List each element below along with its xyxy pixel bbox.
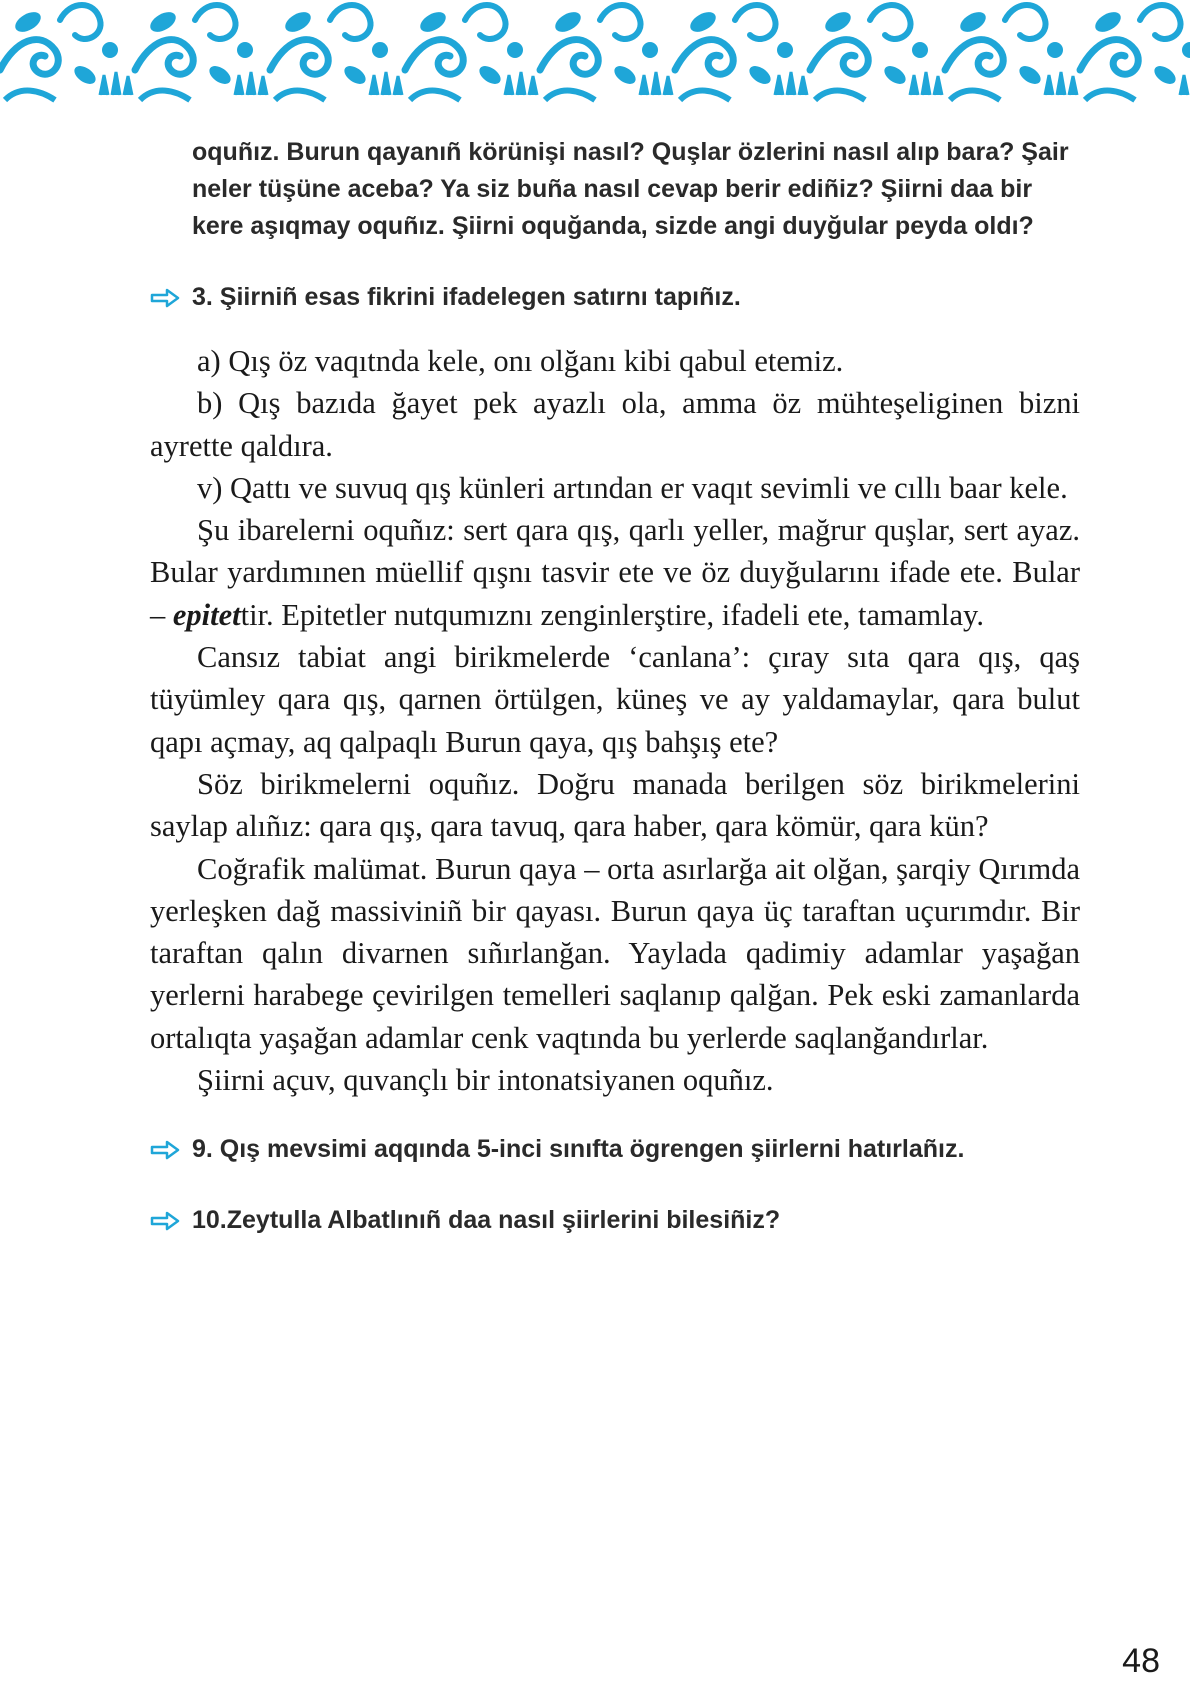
paragraph-word-combinations: Söz birikmelerni oquñız. Doğru manada berilgen söz birikmelerini saylap alıñız: qara qış, qara tavuq, qara haber, qara kömür, qara kün? [150,766,1080,844]
task-10 [150,1202,1080,1239]
paragraph-geography: Coğrafik malümat. Burun qaya – orta asırlarğa ait olğan, şarqiy Qırımda yerleşken dağ massiviniñ bir qayası. Burun qaya üç taraftan uçurımdır. Bir taraftan qalın divarnen sıñırlanğan. Yaylada qadimiy adamlar yaşağan yerlerni harabege çevirilgen temelleri saqlanıp qalğan. Pek eski zamanlarda ortalıqta yaşağan adamlar cenk vaqtında bu yerlerde saqlanğandırlar. [150,851,1080,1055]
page-content [150,134,1080,1239]
task-3 [150,279,1080,316]
task-10-text: 10.Zeytulla Albatlınıñ daa nasıl şiirlerini bilesiñiz? [192,1206,781,1235]
paragraph-reading: Şiirni açuv, quvançlı bir intonatsiyanen oquñız. [197,1063,774,1098]
main-body-text [150,340,1080,1101]
intro-task-continuation: oquñız. Burun qayanıñ körünişi nasıl? Quşlar özlerini nasıl alıp bara? Şair neler tüşüne aceba? Ya siz buña nasıl cevap berir ediñiz? Şiirni daa bir kere aşıqmay oquñız. Şiirni oquğanda, sizde angi duyğular peyda oldı? [192,138,1069,240]
page-number: 48 [1122,1642,1160,1680]
arrow-right-icon [150,1140,180,1160]
arrow-right-icon [150,1211,180,1231]
paragraph-personification: Cansız tabiat angi birikmelerde ‘canlana’: çıray sıta qara qış, qaş tüyümley qara qış, qarnen örtülgen, küneş ve ay yaldamaylar, qara bulut qapı açmay, aq qalpaqlı Burun qaya, qış bahşış ete? [150,640,1080,759]
epithet-term: epitet [172,597,241,632]
paragraph-epithets [150,509,1080,636]
task-9 [150,1131,1080,1168]
arrow-right-icon [150,288,180,308]
option-a: a) Qış öz vaqıtnda kele, onı olğanı kibi qabul etemiz. [197,344,844,378]
epithets-text-before: Şu ibarelerni oquñız: sert qara qış, qarlı yeller, mağrur quşlar, sert ayaz. Bular yardımınen müellif qışnı tasvir ete ve öz duyğularını ifade ete. Bular – [150,513,1080,632]
option-v: v) Qattı ve suvuq qış künleri artından er vaqıt sevimli ve cıllı baar kele. [197,470,1068,505]
epithets-text-after: tir. Epitetler nutqumıznı zenginlerştire, ifadeli ete, tamamlay. [240,597,984,632]
floral-ornament-band-icon [0,0,1190,108]
option-b: b) Qış bazıda ğayet pek ayazlı ola, amma öz mühteşeliginen bizni ayrette qaldıra. [150,386,1080,463]
task-3-text: 3. Şiirniñ esas fikrini ifadelegen satırnı tapıñız. [192,283,741,311]
task-9-text: 9. Qış mevsimi aqqında 5-inci sınıfta ögrengen şiirlerni hatırlañız. [192,1135,965,1164]
